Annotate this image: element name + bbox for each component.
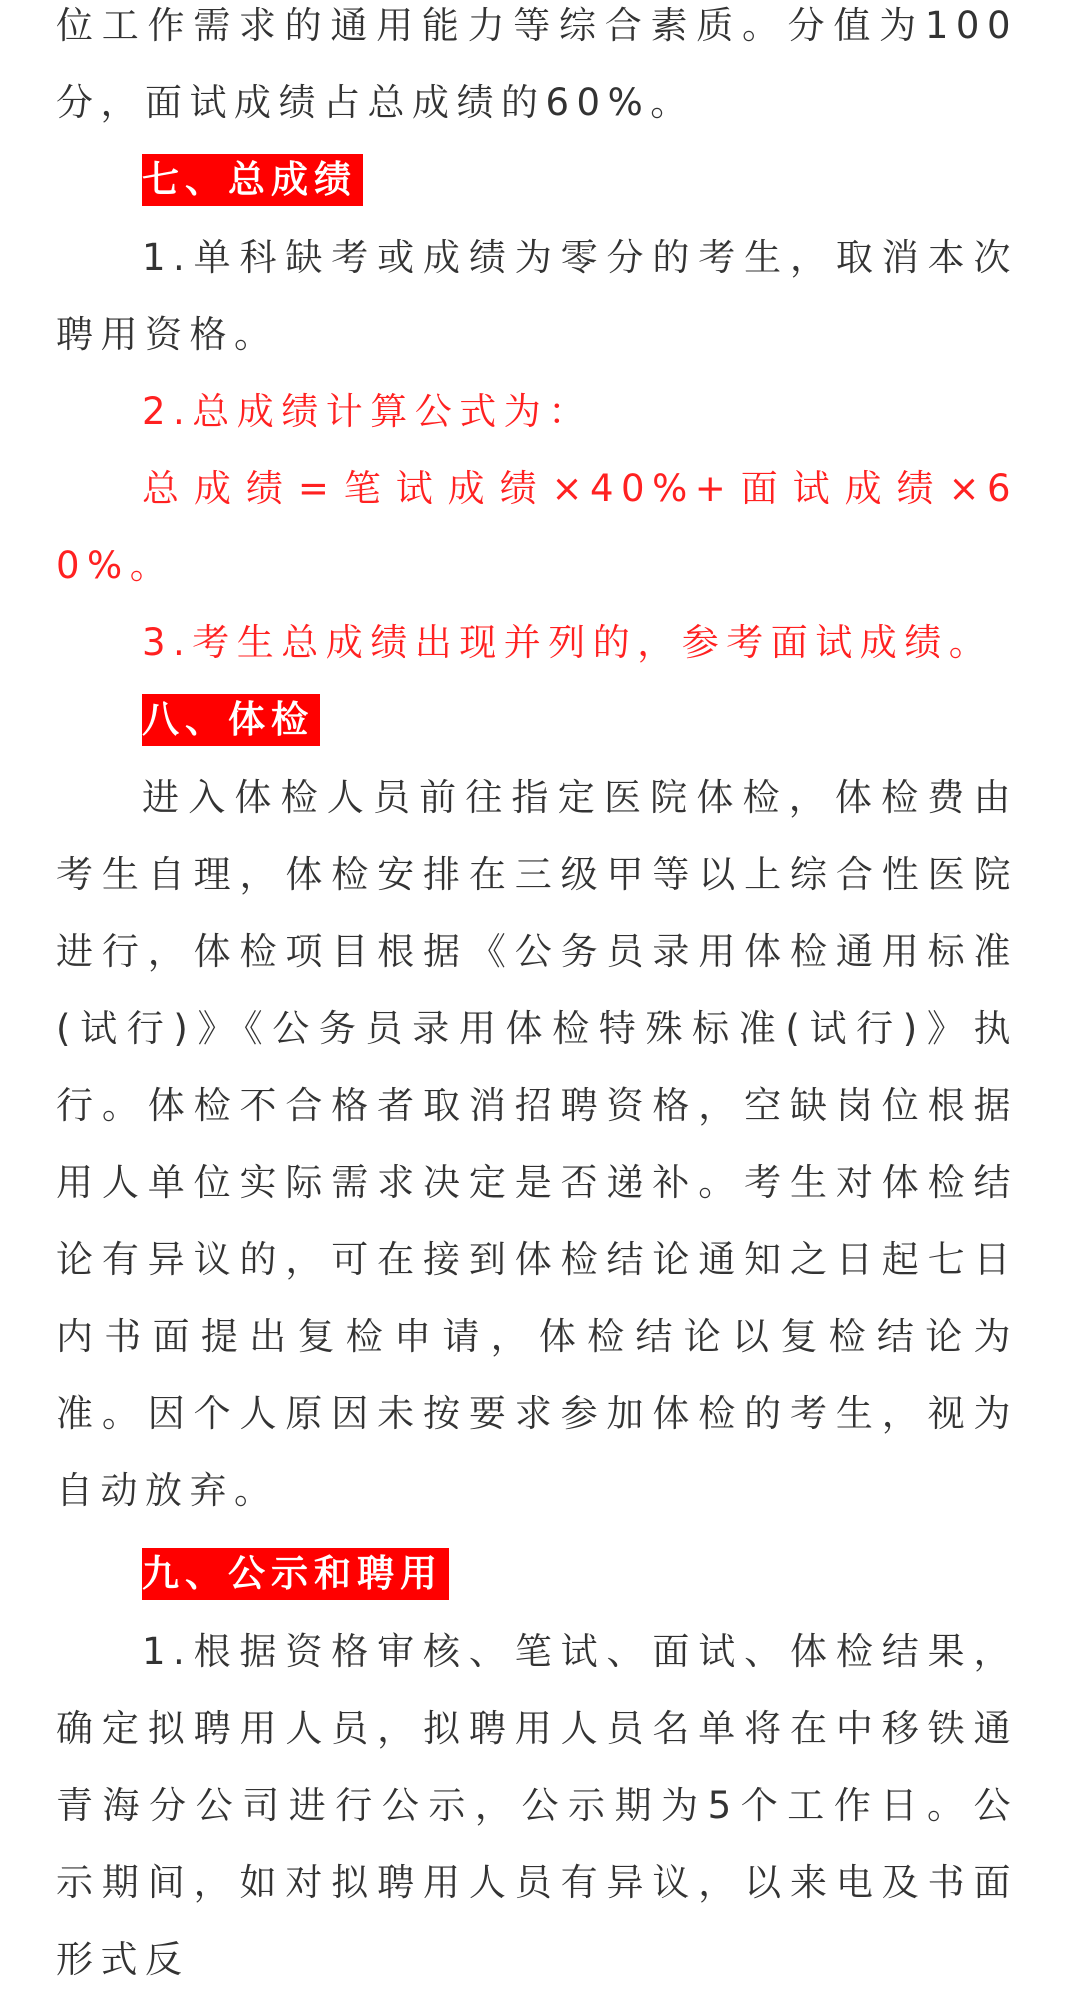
section-8-heading: 八、体检	[142, 694, 320, 746]
section-9-item-1: 1.根据资格审核、笔试、面试、体检结果，确定拟聘用人员，拟聘用人员名单将在中移铁通青海分公司进行公示，公示期为5个工作日。公示期间，如对拟聘用人员有异议，以来电及书面形式反	[56, 1630, 1018, 1981]
section-9-heading-row	[56, 1535, 1018, 1613]
section-7-item-3: 3.考生总成绩出现并列的，参考面试成绩。	[142, 621, 994, 664]
article-body	[56, 0, 1018, 1998]
section-7-item-2-title: 2.总成绩计算公式为：	[142, 390, 593, 433]
intro-paragraph: 位工作需求的通用能力等综合素质。分值为100分，面试成绩占总成绩的60%。	[56, 4, 1018, 124]
section-7-item-1: 1.单科缺考或成绩为零分的考生，取消本次聘用资格。	[56, 236, 1018, 356]
section-7-formula: 总成绩=笔试成绩×40%+面试成绩×60%。	[56, 467, 1018, 587]
section-8-paragraph: 进入体检人员前往指定医院体检，体检费由考生自理，体检安排在三级甲等以上综合性医院进行，体检项目根据《公务员录用体检通用标准(试行)》《公务员录用体检特殊标准(试行)》执行。体检不合格者取消招聘资格，空缺岗位根据用人单位实际需求决定是否递补。考生对体检结论有异议的，可在接到体检结论通知之日起七日内书面提出复检申请，体检结论以复检结论为准。因个人原因未按要求参加体检的考生，视为自动放弃。	[56, 776, 1018, 1512]
section-9-heading: 九、公示和聘用	[142, 1548, 449, 1600]
section-7-heading: 七、总成绩	[142, 154, 363, 206]
section-7-heading-row	[56, 141, 1018, 219]
section-8-heading-row	[56, 681, 1018, 759]
